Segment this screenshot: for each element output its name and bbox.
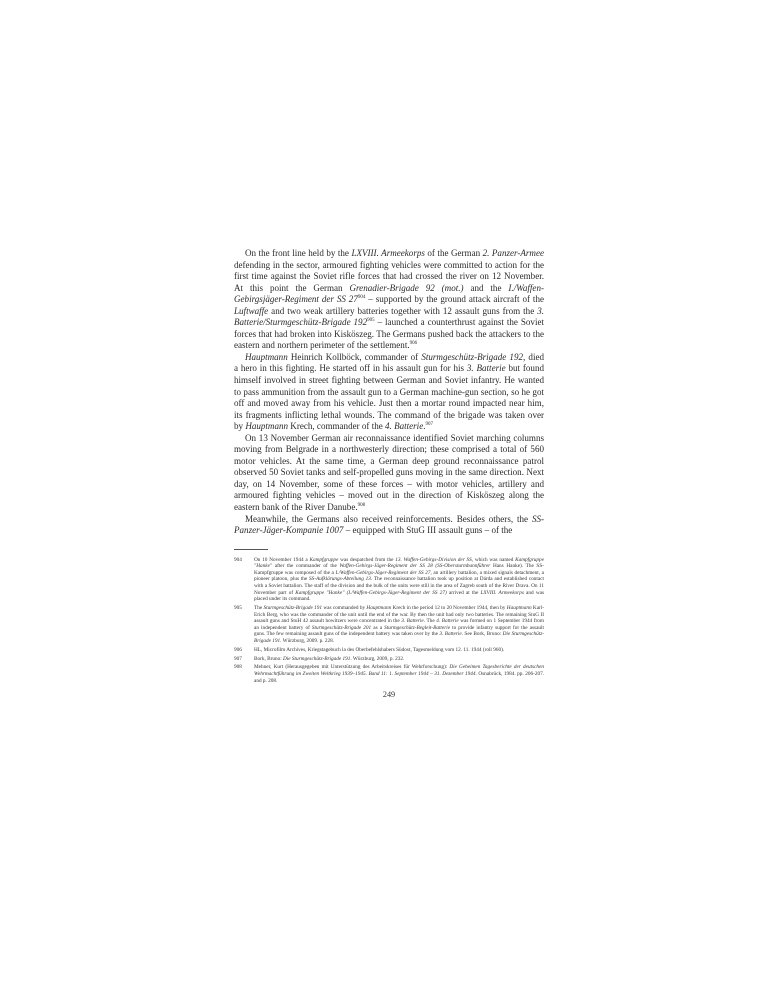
italic-text: Die Sturmgeschütz-Brigade 191 bbox=[254, 631, 544, 644]
text-run: as a bbox=[371, 624, 385, 631]
italic-text: 4. Batterie bbox=[436, 618, 459, 625]
paragraph bbox=[234, 514, 544, 537]
text-run: was despatched from the bbox=[338, 556, 396, 563]
text-run: – supported by the ground attack aircraft of the bbox=[365, 294, 544, 305]
text-run: The bbox=[254, 605, 264, 612]
text-run: Heinrich Kollböck, commander of bbox=[287, 351, 422, 362]
footnote-separator bbox=[234, 549, 268, 550]
text-run: . Würzburg, 2009, p. 232. bbox=[350, 655, 405, 662]
italic-text: 2. Panzer-Armee bbox=[482, 248, 544, 258]
italic-text: 3. Batterie bbox=[401, 618, 424, 625]
text-run: , an artillery battalion, a mixed signals detachment, a pioneer platoon, plus the bbox=[254, 569, 544, 583]
italic-text: Hauptmann bbox=[506, 605, 532, 612]
text-run: – launched a counterthrust against the Soviet forces that had broken into Kisköszeg. The Germans pushed back the attackers to the eastern and northern perimeter of the settlement. bbox=[234, 317, 544, 351]
text-run: was commanded by bbox=[322, 605, 367, 612]
text-run: but found himself involved in street fighting between German and Soviet infantry. He wanted to pass ammunition from the assault gun to a German machine-gun section, so he got off and moved away from his vehicle. Just then a mortar round impacted near him, its fragments inflicting lethal wounds. The command of the brigade was taken over by bbox=[234, 363, 544, 432]
italic-text: Sturmgeschütz-Brigade 191 bbox=[263, 605, 322, 612]
italic-text: Waffen-Gebirgs-Jäger-Regiment der SS 28 (SS-Obersturmbannführer bbox=[339, 563, 491, 570]
italic-text: LXVIII. Armeekorps bbox=[351, 248, 425, 258]
page-number: 249 bbox=[382, 690, 396, 700]
book-page bbox=[234, 248, 544, 699]
text-run: – equipped with StuG III assault guns – of the bbox=[343, 525, 513, 536]
footnote bbox=[234, 605, 544, 645]
footnote-number: 906 bbox=[234, 646, 242, 653]
italic-text: Hauptmann bbox=[245, 421, 289, 432]
text-run: Krech in the period 12 to 20 November 1944, then by bbox=[391, 605, 507, 612]
footnote bbox=[234, 656, 544, 663]
text-run: Hans Hanke). The SS-Kampfgruppe was composed of the a bbox=[254, 563, 544, 576]
footnote-text bbox=[254, 656, 544, 663]
text-run: Karl-Erich Berg, who was the commander of the unit until the end of the war. By then the unit had only two batteries. The remaining StuG II assault guns and StuH 42 assault howitzers were concentrated in the bbox=[254, 605, 544, 625]
text-run: . Würzburg, 2009. p. 228. bbox=[280, 637, 335, 644]
text-run: of the German bbox=[424, 248, 483, 258]
italic-text: Kampfgruppe bbox=[309, 556, 339, 563]
text-run: defending in the sector, armoured fighting vehicles were committed to action for the first time against the Soviet rifle forces that had crossed the river on 12 November. At this point the German bbox=[234, 259, 544, 293]
text-run: to provide infantry support for the assault guns. The few remaining assault guns of the independent battery was taken over by the bbox=[254, 624, 544, 638]
footnote-reference: 907 bbox=[425, 422, 433, 428]
italic-text: Sturmgeschütz-Begleit-Batterie bbox=[384, 624, 451, 631]
footnote-text bbox=[254, 664, 544, 684]
footnote-number: 904 bbox=[234, 556, 242, 563]
text-run: Mehner, Kurt (Herausgegeben mit Unterstützung des Arbeitskreises für Wehrforschung): bbox=[254, 664, 450, 671]
text-run: . The bbox=[423, 618, 437, 625]
text-run: after the commander of the bbox=[272, 563, 340, 570]
italic-text: Kampfgruppe "Hanke" (I./Waffen-Gebirgs-Jäger-Regiment der SS 27) bbox=[295, 589, 447, 596]
italic-text: I./Waffen-Gebirgs-Jäger-Regiment der SS 27 bbox=[335, 569, 431, 576]
italic-text: Kampfgruppe "Hanke" bbox=[254, 556, 544, 570]
italic-text: Grenadier-Brigade 92 (mot.) bbox=[349, 282, 464, 293]
italic-text: Die Geheimen Tagesberichte der deutschen Wehrmachtführung im Zweiten Weltkrieg 1939–1945. Band 11: 1. September 1944 – 31. Dezember 1944 bbox=[254, 664, 544, 677]
footnote-reference: 904 bbox=[357, 295, 366, 301]
text-run: Meanwhile, the Germans also received reinforcements. Besides others, the bbox=[245, 513, 532, 524]
text-run: was formed on 1 September 1944 from an independent battery of bbox=[254, 618, 544, 631]
footnote-text bbox=[254, 647, 544, 654]
footnote-reference: 908 bbox=[357, 503, 366, 509]
footnote-number: 905 bbox=[234, 605, 242, 612]
italic-text: 13. Waffen-Gebirgs-Division der SS bbox=[395, 556, 472, 563]
text-run: Bork, Bruno: bbox=[254, 655, 284, 662]
footnote-text bbox=[254, 605, 544, 645]
footnote-text bbox=[254, 557, 544, 603]
italic-text: Die Sturmgeschütz-Brigade 191 bbox=[283, 655, 351, 662]
footnote-number: 908 bbox=[234, 664, 242, 671]
text-run: and the bbox=[463, 282, 509, 293]
text-run: On the front line held by the bbox=[245, 248, 352, 258]
italic-text: Sturmgeschütz-Brigade 201 bbox=[311, 624, 372, 631]
italic-text: 3. Batterie/Sturmgeschütz-Brigade 192 bbox=[234, 305, 544, 328]
text-run: Krech, commander of the bbox=[288, 421, 386, 432]
footnote-number: 907 bbox=[234, 655, 242, 662]
text-run: . The reconnaissance battalion took up position at Dárda and established contact with a Soviet battalion. The staff of the division and the bulk of the units were still in the area of Zagreb south of the River Drava. On 11 November part of bbox=[254, 576, 544, 596]
italic-text: Hauptmann bbox=[366, 605, 392, 612]
text-run: arrived at the bbox=[446, 589, 481, 596]
italic-text: LXVIII. Armeekorps bbox=[480, 589, 524, 596]
footnote bbox=[234, 557, 544, 603]
footnotes bbox=[234, 557, 544, 684]
italic-text: SS-Aufklärungs-Abteilung 13 bbox=[309, 576, 371, 583]
italic-text: I./Waffen-Gebirgsjäger-Regiment der SS 27 bbox=[234, 282, 544, 305]
italic-text: 3. Batterie bbox=[439, 631, 462, 638]
paragraph bbox=[234, 248, 544, 352]
text-run: . bbox=[423, 421, 426, 432]
italic-text: 4. Batterie bbox=[385, 421, 424, 432]
text-run: , which was named bbox=[471, 556, 516, 563]
italic-text: 3. Batterie bbox=[466, 363, 506, 374]
text-run: and was placed under its command. bbox=[254, 589, 544, 603]
text-run: On 10 November 1944 a bbox=[254, 556, 310, 563]
italic-text: Hauptmann bbox=[245, 351, 288, 362]
footnote bbox=[234, 664, 544, 684]
text-run: HL, Microfilm Archives, Kriegstagebuch la des Oberbefehlshabers Südost, Tagesmeldung vom 12. 11. 1944 (roll 960). bbox=[254, 646, 505, 653]
paragraph bbox=[234, 433, 544, 514]
text-run: and two weak artillery batteries together with 12 assault guns from the bbox=[268, 305, 538, 316]
text-run: . See Bork, Bruno: bbox=[461, 631, 503, 638]
text-run: , died a hero in this fighting. He started off in his assault gun for his bbox=[234, 351, 544, 374]
text-run: . Osnabrück, 1984. pp. 206-207. and p. 208. bbox=[254, 670, 545, 684]
text-run: On 13 November German air reconnaissance identified Soviet marching columns moving from Belgrade in a northwesterly direction; these comprised a total of 560 motor vehicles. At the same time, a German deep ground reconnaissance patrol observed 50 Soviet tanks and self-propelled guns moving in the same direction. Next day, on 14 November, some of these forces – with motor vehicles, artillery and armoured fighting vehicles – moved out in the direction of Kisköszeg along the eastern bank of the River Danube. bbox=[234, 432, 544, 513]
italic-text: Luftwaffe bbox=[234, 305, 269, 316]
body-text bbox=[234, 248, 544, 537]
footnote-reference: 905 bbox=[367, 318, 375, 324]
paragraph bbox=[234, 352, 544, 433]
footnote-reference: 906 bbox=[409, 341, 418, 347]
italic-text: Sturmgeschütz-Brigade 192 bbox=[421, 351, 523, 362]
footnote bbox=[234, 647, 544, 654]
italic-text: SS-Panzer-Jäger-Kompanie 1007 bbox=[234, 513, 544, 536]
